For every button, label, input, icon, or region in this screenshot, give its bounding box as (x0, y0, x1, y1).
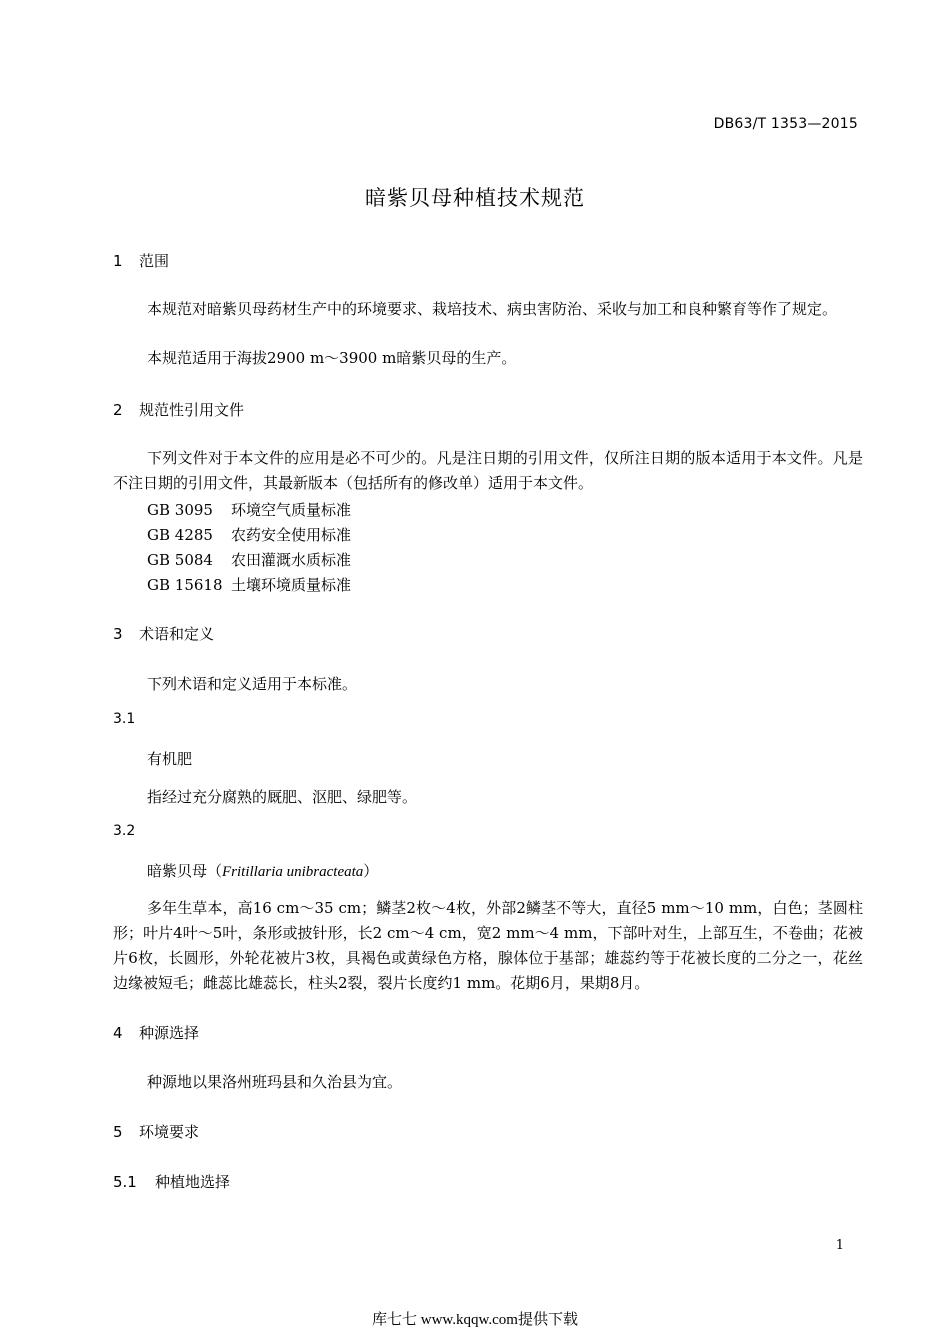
section-5-heading (113, 1121, 199, 1142)
section-title: 术语和定义 (139, 625, 215, 643)
section-1-heading (113, 250, 169, 271)
section-4-heading (113, 1022, 199, 1043)
document-title: 暗紫贝母种植技术规范 (365, 186, 585, 210)
reference-name: 环境空气质量标准 (231, 501, 352, 519)
section-3-paragraph-1: 下列术语和定义适用于本标准。 (147, 675, 358, 693)
reference-code: GB 5084 (147, 551, 213, 569)
footer-watermark: 库七七 www.kqqw.com提供下载 (372, 1312, 578, 1328)
reference-name: 土壤环境质量标准 (231, 576, 352, 594)
term-3-1-definition: 指经过充分腐熟的厩肥、沤肥、绿肥等。 (147, 788, 418, 806)
section-number: 5 (113, 1123, 123, 1141)
section-2-paragraph-1: 下列文件对于本文件的应用是必不可少的。凡是注日期的引用文件，仅所注日期的版本适用于本文件。凡是不注日期的引用文件，其最新版本（包括所有的修改单）适用于本文件。 (113, 449, 863, 492)
section-title: 规范性引用文件 (139, 401, 245, 419)
term-3-1-number: 3.1 (113, 711, 136, 727)
reference-item (147, 524, 351, 545)
term-3-1-title: 有机肥 (147, 750, 193, 768)
reference-code: GB 15618 (147, 576, 223, 594)
section-number: 2 (113, 401, 123, 419)
section-title: 环境要求 (139, 1123, 200, 1141)
section-1-paragraph-1: 本规范对暗紫贝母药材生产中的环境要求、栽培技术、病虫害防治、采收与加工和良种繁育等作了规定。 (147, 300, 838, 318)
reference-code: GB 4285 (147, 526, 213, 544)
reference-name: 农药安全使用标准 (231, 526, 352, 544)
section-number: 1 (113, 252, 123, 270)
term-3-2-title (147, 860, 378, 881)
page-number: 1 (835, 1238, 844, 1253)
section-4-paragraph-1: 种源地以果洛州班玛县和久治县为宜。 (147, 1073, 403, 1091)
term-name: 暗紫贝母（ (147, 862, 223, 880)
section-3-heading (113, 623, 214, 644)
section-2-heading (113, 399, 244, 420)
term-3-2-definition: 多年生草本，高16 cm～35 cm；鳞茎2枚～4枚，外部2鳞茎不等大，直径5 mm～10 mm，白色；茎圆柱形；叶片4叶～5叶，条形或披针形，长2 cm～4 cm，宽2 mm～4 mm，下部叶对生，上部互生，不卷曲；花被片6枚，长圆形，外轮花被片3枚，具褐色或黄绿色方格，腺体位于基部；雄蕊约等于花被长度的二分之一，花丝边缘被短毛；雌蕊比雄蕊长，柱头2裂，裂片长度约1 mm。花期6月，果期8月。 (113, 899, 863, 992)
reference-item (147, 549, 351, 570)
section-number: 4 (113, 1024, 123, 1042)
subsection-5-1-heading (113, 1171, 230, 1192)
term-paren-close: ） (363, 862, 379, 880)
reference-item (147, 574, 351, 595)
subsection-number: 5.1 (113, 1173, 137, 1191)
section-title: 种源选择 (139, 1024, 200, 1042)
subsection-title: 种植地选择 (155, 1173, 231, 1191)
section-title: 范围 (139, 252, 170, 270)
reference-code: GB 3095 (147, 501, 213, 519)
reference-name: 农田灌溉水质标准 (231, 551, 352, 569)
term-3-2-number: 3.2 (113, 823, 136, 839)
term-latin-name: Fritillaria unibracteata (222, 864, 364, 880)
reference-item (147, 499, 351, 520)
document-number: DB63/T 1353—2015 (713, 116, 858, 132)
section-1-paragraph-2: 本规范适用于海拔2900 m～3900 m暗紫贝母的生产。 (147, 349, 517, 367)
section-number: 3 (113, 625, 123, 643)
